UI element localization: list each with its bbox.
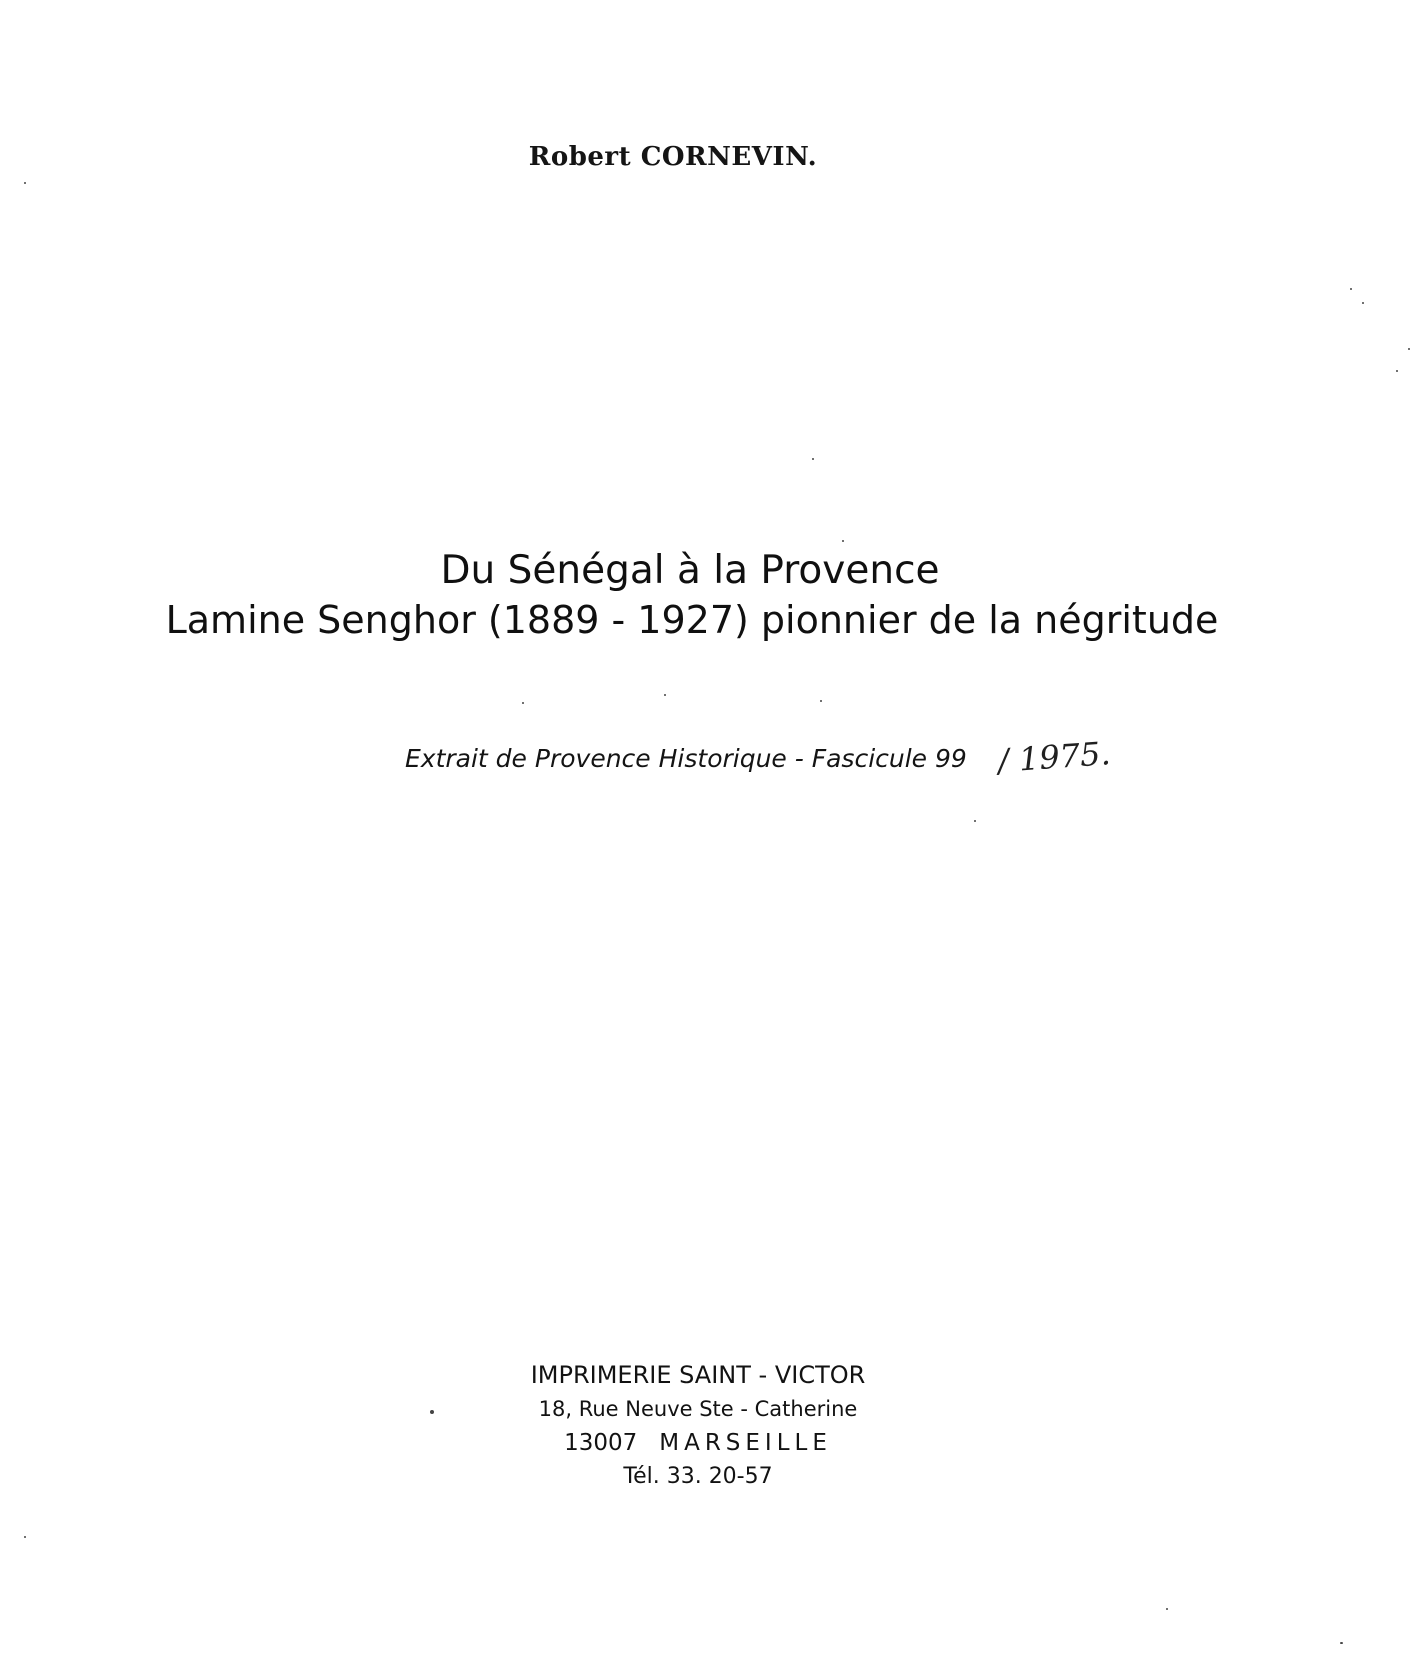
- extract-note: Extrait de Provence Historique - Fascicule 99: [405, 744, 967, 773]
- scan-speck: [1396, 370, 1398, 372]
- printer-block: [0, 1358, 1396, 1494]
- scan-speck: [522, 702, 524, 704]
- scan-speck: [1408, 348, 1410, 350]
- printer-name: IMPRIMERIE SAINT - VICTOR: [530, 1361, 866, 1389]
- scan-speck: [664, 694, 666, 696]
- handwritten-year: / 1975.: [996, 734, 1112, 780]
- printer-city: MARSEILLE: [659, 1430, 832, 1456]
- printer-postal-code: 13007: [564, 1430, 638, 1456]
- title-line-1: Du Sénégal à la Provence: [440, 548, 940, 593]
- scan-speck: [1166, 1608, 1168, 1610]
- author-name: Robert CORNEVIN.: [528, 142, 818, 172]
- printer-city-line: [0, 1426, 1396, 1460]
- title-line-2: Lamine Senghor (1889 - 1927) pionnier de la négritude: [165, 598, 1219, 642]
- scan-speck: [24, 182, 26, 184]
- scan-speck: [820, 700, 822, 702]
- scan-speck: [974, 820, 976, 822]
- scan-speck: [812, 458, 814, 460]
- scan-speck: [1362, 302, 1364, 304]
- scan-speck: [24, 1536, 26, 1538]
- scan-speck: [1350, 288, 1352, 290]
- scan-speck: [842, 540, 844, 542]
- printer-street: 18, Rue Neuve Ste - Catherine: [538, 1397, 858, 1421]
- printer-phone: Tél. 33. 20-57: [623, 1464, 773, 1489]
- scan-speck: [430, 1410, 434, 1414]
- scan-speck: [1340, 1642, 1343, 1644]
